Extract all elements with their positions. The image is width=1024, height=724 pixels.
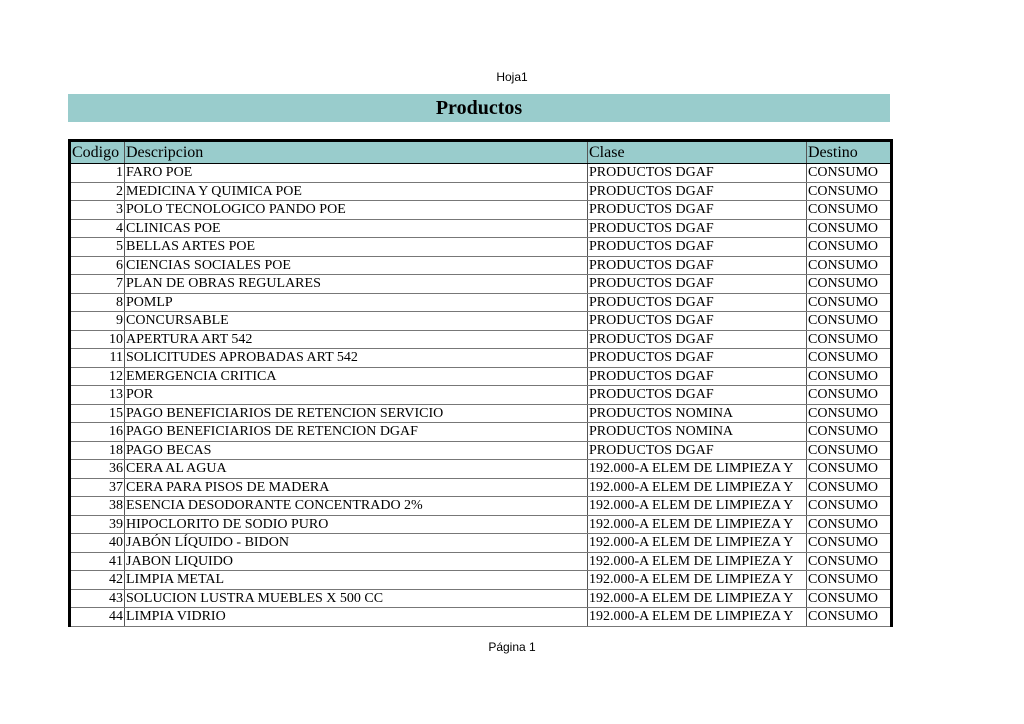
cell-clase: PRODUCTOS DGAF bbox=[588, 330, 807, 349]
cell-clase: PRODUCTOS DGAF bbox=[588, 367, 807, 386]
table-row bbox=[70, 497, 892, 516]
cell-codigo: 7 bbox=[70, 275, 125, 294]
cell-codigo: 2 bbox=[70, 182, 125, 201]
table-row bbox=[70, 386, 892, 405]
cell-clase: 192.000-A ELEM DE LIMPIEZA Y bbox=[588, 460, 807, 479]
column-header-destino: Destino bbox=[807, 141, 892, 164]
cell-descripcion: HIPOCLORITO DE SODIO PURO bbox=[125, 515, 588, 534]
cell-codigo: 15 bbox=[70, 404, 125, 423]
cell-codigo: 5 bbox=[70, 238, 125, 257]
cell-clase: PRODUCTOS DGAF bbox=[588, 293, 807, 312]
cell-destino: CONSUMO bbox=[807, 571, 892, 590]
cell-descripcion: APERTURA ART 542 bbox=[125, 330, 588, 349]
cell-clase: PRODUCTOS DGAF bbox=[588, 312, 807, 331]
table-row bbox=[70, 275, 892, 294]
cell-descripcion: SOLUCION LUSTRA MUEBLES X 500 CC bbox=[125, 589, 588, 608]
cell-clase: PRODUCTOS DGAF bbox=[588, 219, 807, 238]
cell-codigo: 37 bbox=[70, 478, 125, 497]
cell-destino: CONSUMO bbox=[807, 515, 892, 534]
cell-codigo: 16 bbox=[70, 423, 125, 442]
cell-codigo: 12 bbox=[70, 367, 125, 386]
table-row bbox=[70, 219, 892, 238]
cell-descripcion: FARO POE bbox=[125, 164, 588, 183]
cell-destino: CONSUMO bbox=[807, 367, 892, 386]
cell-clase: PRODUCTOS DGAF bbox=[588, 182, 807, 201]
sheet-name: Hoja1 bbox=[496, 70, 528, 84]
cell-codigo: 4 bbox=[70, 219, 125, 238]
table-body bbox=[70, 164, 892, 627]
column-header-codigo: Codigo bbox=[70, 141, 125, 164]
table-row bbox=[70, 534, 892, 553]
cell-descripcion: POR bbox=[125, 386, 588, 405]
cell-descripcion: PAGO BECAS bbox=[125, 441, 588, 460]
cell-clase: 192.000-A ELEM DE LIMPIEZA Y bbox=[588, 515, 807, 534]
cell-clase: 192.000-A ELEM DE LIMPIEZA Y bbox=[588, 589, 807, 608]
cell-descripcion: CIENCIAS SOCIALES POE bbox=[125, 256, 588, 275]
table-row bbox=[70, 552, 892, 571]
table-row bbox=[70, 571, 892, 590]
cell-codigo: 6 bbox=[70, 256, 125, 275]
cell-clase: PRODUCTOS DGAF bbox=[588, 441, 807, 460]
table-row bbox=[70, 423, 892, 442]
cell-clase: PRODUCTOS DGAF bbox=[588, 164, 807, 183]
cell-destino: CONSUMO bbox=[807, 441, 892, 460]
cell-destino: CONSUMO bbox=[807, 460, 892, 479]
products-table bbox=[68, 139, 893, 627]
page-number: Página 1 bbox=[488, 640, 536, 654]
cell-clase: PRODUCTOS DGAF bbox=[588, 201, 807, 220]
column-header-descripcion: Descripcion bbox=[125, 141, 588, 164]
cell-codigo: 41 bbox=[70, 552, 125, 571]
column-header-clase: Clase bbox=[588, 141, 807, 164]
cell-codigo: 9 bbox=[70, 312, 125, 331]
cell-destino: CONSUMO bbox=[807, 478, 892, 497]
table-row bbox=[70, 515, 892, 534]
table-row bbox=[70, 478, 892, 497]
cell-codigo: 40 bbox=[70, 534, 125, 553]
cell-clase: PRODUCTOS DGAF bbox=[588, 349, 807, 368]
cell-descripcion: EMERGENCIA CRITICA bbox=[125, 367, 588, 386]
cell-codigo: 8 bbox=[70, 293, 125, 312]
table-row bbox=[70, 182, 892, 201]
cell-descripcion: BELLAS ARTES POE bbox=[125, 238, 588, 257]
cell-codigo: 3 bbox=[70, 201, 125, 220]
cell-destino: CONSUMO bbox=[807, 293, 892, 312]
cell-clase: PRODUCTOS DGAF bbox=[588, 386, 807, 405]
cell-destino: CONSUMO bbox=[807, 164, 892, 183]
table-row bbox=[70, 404, 892, 423]
cell-destino: CONSUMO bbox=[807, 201, 892, 220]
cell-destino: CONSUMO bbox=[807, 386, 892, 405]
cell-descripcion: CONCURSABLE bbox=[125, 312, 588, 331]
cell-descripcion: ESENCIA DESODORANTE CONCENTRADO 2% bbox=[125, 497, 588, 516]
cell-clase: 192.000-A ELEM DE LIMPIEZA Y bbox=[588, 571, 807, 590]
cell-destino: CONSUMO bbox=[807, 275, 892, 294]
cell-destino: CONSUMO bbox=[807, 589, 892, 608]
cell-descripcion: CERA PARA PISOS DE MADERA bbox=[125, 478, 588, 497]
cell-destino: CONSUMO bbox=[807, 608, 892, 627]
table-row bbox=[70, 293, 892, 312]
table-row bbox=[70, 441, 892, 460]
table-row bbox=[70, 164, 892, 183]
cell-codigo: 36 bbox=[70, 460, 125, 479]
cell-descripcion: PLAN DE OBRAS REGULARES bbox=[125, 275, 588, 294]
cell-destino: CONSUMO bbox=[807, 497, 892, 516]
cell-destino: CONSUMO bbox=[807, 330, 892, 349]
cell-clase: PRODUCTOS NOMINA bbox=[588, 423, 807, 442]
table-row bbox=[70, 349, 892, 368]
table-row bbox=[70, 256, 892, 275]
cell-clase: PRODUCTOS DGAF bbox=[588, 256, 807, 275]
table-row bbox=[70, 589, 892, 608]
cell-codigo: 39 bbox=[70, 515, 125, 534]
cell-clase: PRODUCTOS DGAF bbox=[588, 238, 807, 257]
table-header-row bbox=[70, 141, 892, 164]
cell-codigo: 10 bbox=[70, 330, 125, 349]
table-row bbox=[70, 608, 892, 627]
cell-codigo: 38 bbox=[70, 497, 125, 516]
cell-destino: CONSUMO bbox=[807, 534, 892, 553]
cell-clase: 192.000-A ELEM DE LIMPIEZA Y bbox=[588, 608, 807, 627]
cell-descripcion: CLINICAS POE bbox=[125, 219, 588, 238]
cell-descripcion: MEDICINA Y QUIMICA POE bbox=[125, 182, 588, 201]
cell-codigo: 43 bbox=[70, 589, 125, 608]
table-row bbox=[70, 330, 892, 349]
table-row bbox=[70, 201, 892, 220]
cell-descripcion: LIMPIA METAL bbox=[125, 571, 588, 590]
table-row bbox=[70, 367, 892, 386]
cell-destino: CONSUMO bbox=[807, 552, 892, 571]
cell-codigo: 44 bbox=[70, 608, 125, 627]
cell-destino: CONSUMO bbox=[807, 349, 892, 368]
cell-clase: 192.000-A ELEM DE LIMPIEZA Y bbox=[588, 497, 807, 516]
cell-clase: PRODUCTOS NOMINA bbox=[588, 404, 807, 423]
cell-destino: CONSUMO bbox=[807, 182, 892, 201]
cell-destino: CONSUMO bbox=[807, 219, 892, 238]
cell-codigo: 18 bbox=[70, 441, 125, 460]
cell-descripcion: JABÓN LÍQUIDO - BIDON bbox=[125, 534, 588, 553]
cell-descripcion: PAGO BENEFICIARIOS DE RETENCION DGAF bbox=[125, 423, 588, 442]
cell-descripcion: PAGO BENEFICIARIOS DE RETENCION SERVICIO bbox=[125, 404, 588, 423]
cell-destino: CONSUMO bbox=[807, 238, 892, 257]
cell-descripcion: LIMPIA VIDRIO bbox=[125, 608, 588, 627]
cell-codigo: 1 bbox=[70, 164, 125, 183]
cell-codigo: 13 bbox=[70, 386, 125, 405]
cell-destino: CONSUMO bbox=[807, 256, 892, 275]
table-row bbox=[70, 312, 892, 331]
cell-destino: CONSUMO bbox=[807, 312, 892, 331]
cell-codigo: 42 bbox=[70, 571, 125, 590]
cell-descripcion: JABON LIQUIDO bbox=[125, 552, 588, 571]
cell-descripcion: SOLICITUDES APROBADAS ART 542 bbox=[125, 349, 588, 368]
cell-clase: 192.000-A ELEM DE LIMPIEZA Y bbox=[588, 478, 807, 497]
banner-title: Productos bbox=[68, 94, 890, 122]
cell-destino: CONSUMO bbox=[807, 423, 892, 442]
table-row bbox=[70, 460, 892, 479]
table-row bbox=[70, 238, 892, 257]
cell-destino: CONSUMO bbox=[807, 404, 892, 423]
cell-descripcion: POLO TECNOLOGICO PANDO POE bbox=[125, 201, 588, 220]
cell-clase: PRODUCTOS DGAF bbox=[588, 275, 807, 294]
cell-descripcion: CERA AL AGUA bbox=[125, 460, 588, 479]
cell-clase: 192.000-A ELEM DE LIMPIEZA Y bbox=[588, 534, 807, 553]
cell-descripcion: POMLP bbox=[125, 293, 588, 312]
cell-codigo: 11 bbox=[70, 349, 125, 368]
cell-clase: 192.000-A ELEM DE LIMPIEZA Y bbox=[588, 552, 807, 571]
